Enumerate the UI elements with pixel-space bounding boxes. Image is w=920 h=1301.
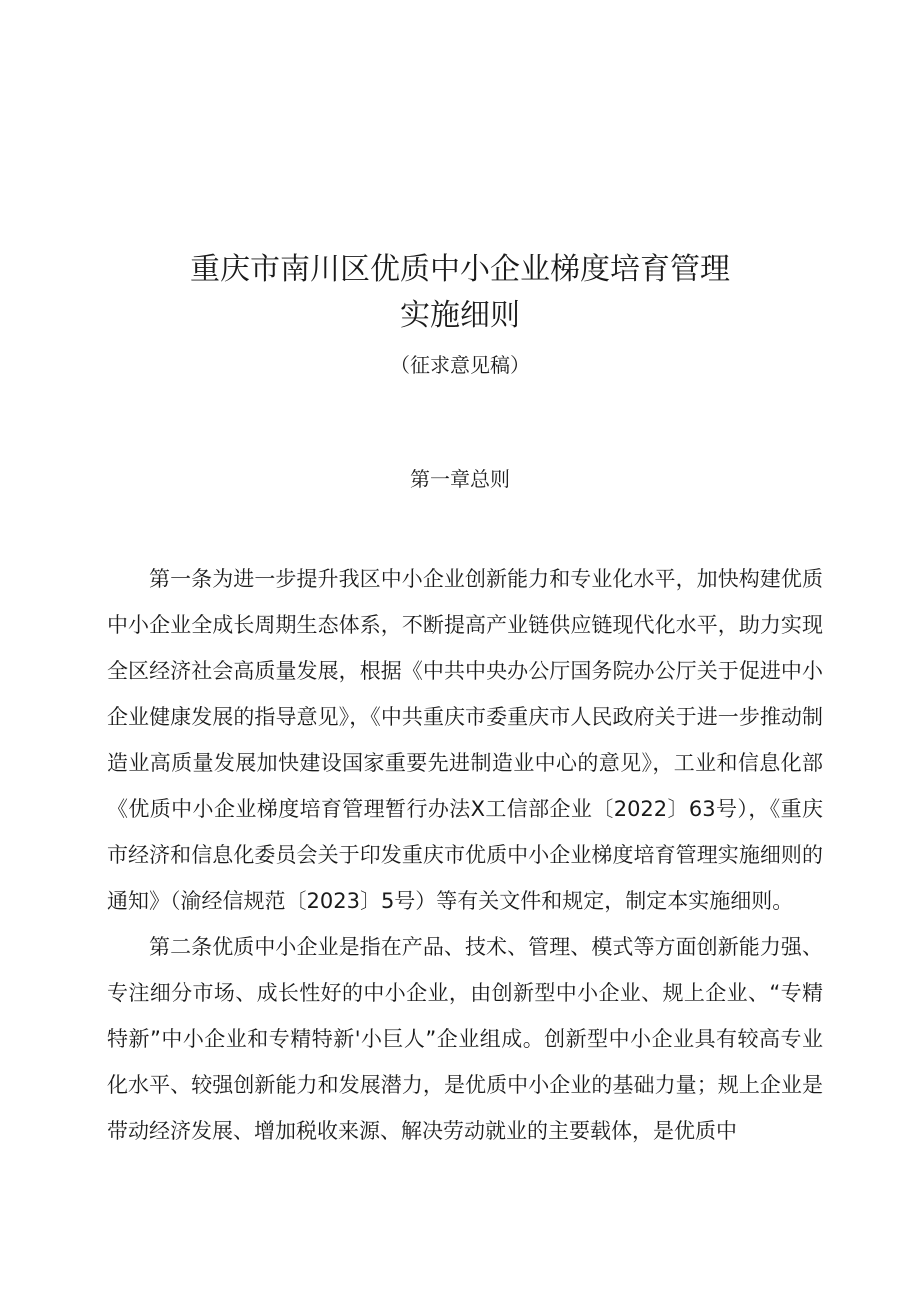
document-title-line2: 实施细则 [400,298,520,333]
article-2-paragraph: 第二条优质中小企业是指在产品、技术、管理、模式等方面创新能力强、专注细分市场、成长性好的中小企业，由创新型中小企业、规上企业、“专精特新”中小企业和专精特新'小巨人”企业组成。创新型中小企业具有较高专业化水平、较强创新能力和发展潜力，是优质中小企业的基础力量；规上企业是带动经济发展、增加税收来源、解决劳动就业的主要载体，是优质中 [107,935,823,1143]
chapter-heading: 第一章总则 [410,467,510,491]
document-subtitle: （征求意见稿） [390,353,530,377]
document-title-line1: 重庆市南川区优质中小企业梯度培育管理 [190,252,730,287]
document-body [107,556,823,1154]
article-1-paragraph: 第一条为进一步提升我区中小企业创新能力和专业化水平，加快构建优质中小企业全成长周期生态体系，不断提高产业链供应链现代化水平，助力实现全区经济社会高质量发展，根据《中共中央办公厅国务院办公厅关于促进中小企业健康发展的指导意见》，《中共重庆市委重庆市人民政府关于进一步推动制造业高质量发展加快建设国家重要先进制造业中心的意见》，工业和信息化部《优质中小企业梯度培育管理暂行办法X工信部企业〔2022〕63号），《重庆市经济和信息化委员会关于印发重庆市优质中小企业梯度培育管理实施细则的通知》（渝经信规范〔2023〕5号）等有关文件和规定，制定本实施细则。 [107,567,823,913]
